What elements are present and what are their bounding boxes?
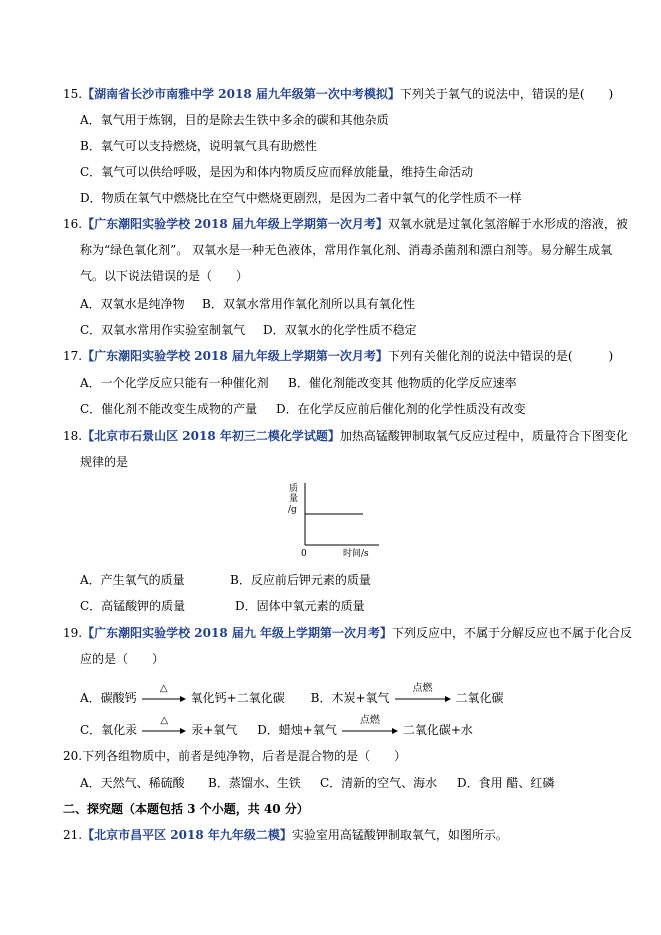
q17-options-ab (80, 375, 517, 391)
condition-label: 点燃 (359, 714, 380, 726)
question-source: 【湖南省长沙市南雅中学 2018 届九年级第一次中考模拟】 (82, 87, 400, 101)
q20-options (80, 775, 554, 791)
question-number: 17. (63, 349, 83, 363)
q16-option-b: B．双氧水常用作氧化剂所以具有氧化性 (202, 297, 415, 311)
q18-stem-line-2: 规律的是 (80, 455, 129, 469)
graph-ylabel-2: 量 (289, 494, 299, 504)
q20-option-a: A．天然气、稀硫酸 (80, 776, 185, 790)
question-stem: 实验室用高锰酸钾制取氧气，如图所示。 (291, 828, 508, 842)
q15-option-d: D．物质在氧气中燃烧比在空气中燃烧更剧烈，是因为二者中氧气的化学性质不一样 (80, 191, 522, 205)
q15-stem-line (63, 86, 613, 102)
q19-stem-line-2: 应的是（ ） (80, 652, 165, 666)
q16-option-d: D．双氧水的化学性质不稳定 (263, 323, 417, 337)
q19-option-b-reactant: B．木炭+氧气 (310, 691, 390, 705)
q19-option-a-product: 氧化钙+二氧化碳 (190, 691, 285, 705)
q17-options-cd (80, 401, 526, 417)
q16-option-c: C．双氧水常用作实验室制氧气 (80, 323, 246, 337)
q18-stem-line (63, 428, 628, 444)
q17-option-b: B．催化剂能改变其 他物质的化学反应速率 (288, 376, 517, 390)
condition-label: △ (159, 682, 168, 694)
question-stem: 下列有关催化剂的说法中错误的是( ) (387, 349, 614, 363)
q20-option-d: D．食用 醋、红磷 (457, 776, 555, 790)
q18-option-d: D．固体中氧元素的质量 (235, 599, 365, 613)
q19-option-d-product: 二氧化碳+水 (402, 723, 473, 737)
q19-option-a-reactant: A．碳酸钙 (80, 691, 137, 705)
reaction-arrow (141, 714, 187, 738)
q15-option-c: C．氧气可以供给呼吸，是因为和体内物质反应而释放能量，维持生命活动 (80, 165, 474, 179)
graph-ylabel-3: /g (288, 505, 297, 515)
q18-option-c: C．高锰酸钾的质量 (80, 599, 186, 613)
question-source: 【北京市昌平区 2018 年九年级二模】 (82, 828, 292, 842)
arrow-icon (141, 692, 187, 706)
arrow-icon (141, 724, 187, 738)
question-number: 16. (63, 217, 83, 231)
q15-option-a: A．氧气用于炼钢，目的是除去生铁中多余的碳和其他杂质 (80, 113, 389, 127)
reaction-arrow (341, 714, 399, 738)
question-stem: 双氧水就是过氧化氢溶解于水形成的溶液，被 (387, 217, 628, 231)
arrow-icon (341, 724, 399, 738)
question-stem: 下列各组物质中，前者是纯净物，后者是混合物的是（ ） (82, 749, 407, 763)
q19-stem-line (63, 625, 632, 641)
q18-option-b: B．反应前后钾元素的质量 (230, 573, 371, 587)
q17-option-c: C．催化剂不能改变生成物的产量 (80, 402, 258, 416)
q17-option-a: A．一个化学反应只能有一种催化剂 (80, 376, 269, 390)
graph-origin: 0 (301, 549, 307, 559)
q16-options-ab (80, 296, 415, 312)
question-source: 【广东潮阳实验学校 2018 届九年级上学期第一次月考】 (82, 217, 388, 231)
question-number: 21. (63, 828, 83, 842)
q16-option-a: A．双氧水是纯净物 (80, 297, 185, 311)
arrow-icon (394, 692, 452, 706)
condition-label: △ (160, 714, 169, 726)
question-number: 20. (63, 749, 83, 763)
q16-stem-line (63, 216, 628, 232)
question-source: 【广东潮阳实验学校 2018 届九 年级上学期第一次月考】 (82, 626, 393, 640)
q16-stem-line-2: 称为“绿色氧化剂”。 双氧水是一种无色液体，常用作氧化剂、消毒杀菌剂和漂白剂等。易分解生成氧 (80, 243, 613, 257)
q17-stem-line (63, 348, 613, 364)
q20-option-c: C．清新的空气、海水 (320, 776, 438, 790)
question-number: 15. (63, 87, 83, 101)
q21-stem-line (63, 827, 508, 843)
q19-options-ab (80, 682, 504, 706)
q17-option-d: D．在化学反应前后催化剂的化学性质没有改变 (276, 402, 526, 416)
condition-label: 点燃 (412, 682, 433, 694)
question-number: 18. (63, 429, 83, 443)
reaction-arrow (141, 682, 187, 706)
question-source: 【北京市石景山区 2018 年初三二模化学试题】 (82, 429, 340, 443)
q19-option-c-product: 汞+氧气 (191, 723, 238, 737)
q19-option-c-reactant: C．氧化汞 (80, 723, 138, 737)
q18-option-a: A．产生氧气的质量 (80, 573, 185, 587)
section-title: 二、探究题（本题包括 3 个小题，共 40 分） (63, 802, 309, 816)
reaction-arrow (394, 682, 452, 706)
question-number: 19. (63, 626, 83, 640)
q16-options-cd (80, 322, 417, 338)
q20-option-b: B．蒸馏水、生铁 (208, 776, 301, 790)
question-stem: 加热高锰酸钾制取氧气反应过程中，质量符合下图变化 (339, 429, 628, 443)
q15-option-b: B．氧气可以支持燃烧，说明氧气具有助燃性 (80, 139, 317, 153)
question-stem: 下列关于氧气的说法中，错误的是( ) (399, 87, 614, 101)
question-source: 【广东潮阳实验学校 2018 届九年级上学期第一次月考】 (82, 349, 388, 363)
q19-options-cd (80, 714, 473, 738)
q20-stem-line (63, 748, 406, 764)
q19-option-d-reactant: D．蜡烛+氧气 (257, 723, 337, 737)
q19-option-b-product: 二氧化碳 (455, 691, 504, 705)
q16-stem-line-3: 气。以下说法错误的是（ ） (80, 269, 249, 283)
q18-options-cd (80, 598, 365, 614)
mass-time-graph (283, 479, 383, 563)
q18-options-ab (80, 572, 371, 588)
graph-ylabel-1: 质 (289, 484, 299, 494)
graph-xlabel: 时间/s (343, 549, 369, 559)
question-stem: 下列反应中，不属于分解反应也不属于化合反 (392, 626, 633, 640)
